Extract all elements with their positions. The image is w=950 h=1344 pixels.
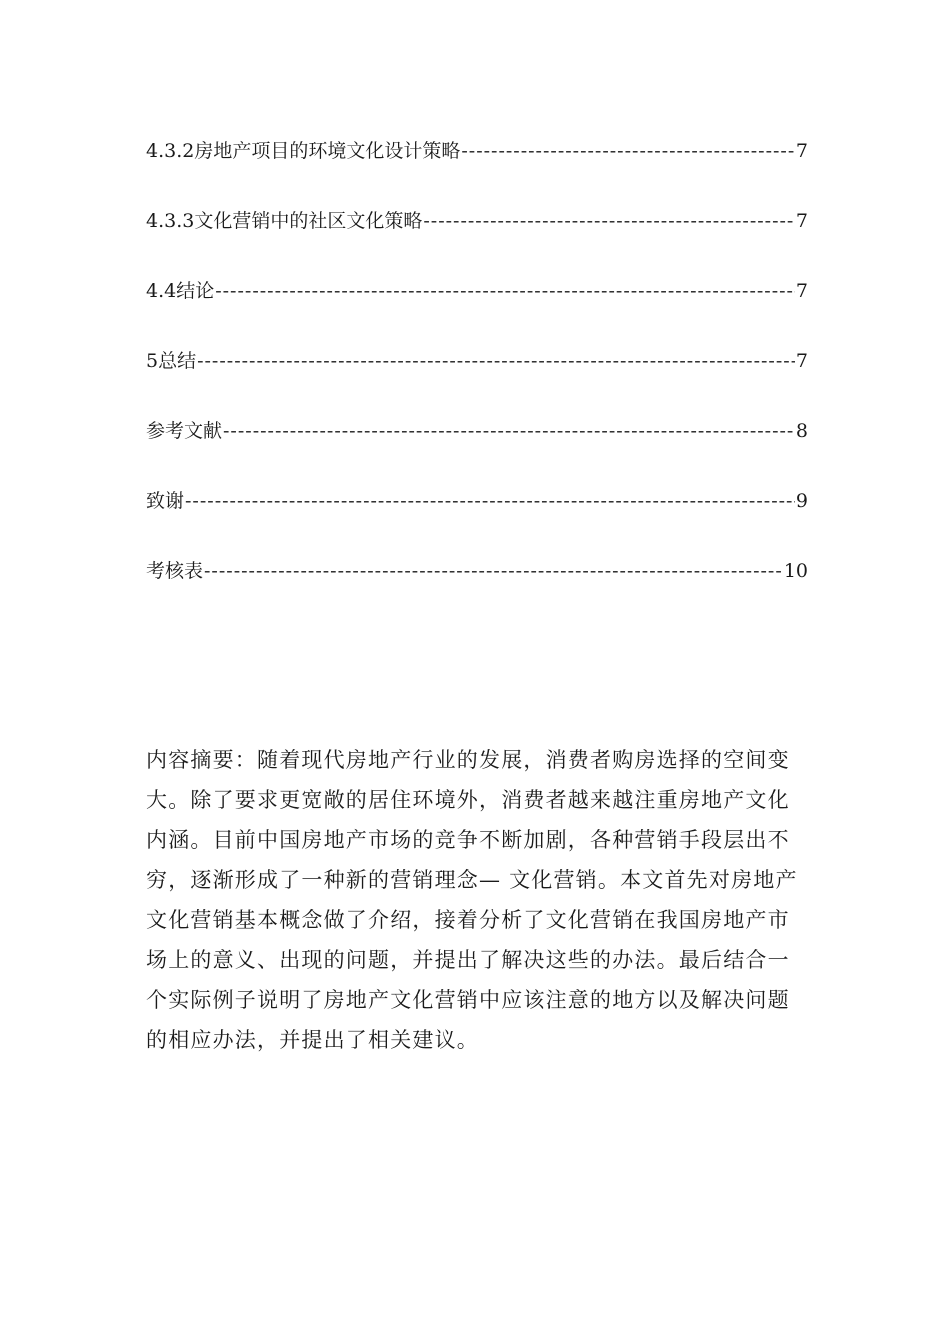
abstract-line: 内容摘要：随着现代房地产行业的发展，消费者购房选择的空间变 xyxy=(146,748,790,772)
toc-entry-title: 考核表 xyxy=(146,560,204,582)
abstract-paragraph xyxy=(146,740,806,1060)
toc-entry xyxy=(146,346,808,416)
abstract-line: 文化营销基本概念做了介绍，接着分析了文化营销在我国房地产市 xyxy=(146,908,790,932)
toc-entry-page: 8 xyxy=(795,420,808,442)
toc-entry-page: 7 xyxy=(795,210,808,232)
toc-leader-dashes xyxy=(197,350,795,372)
toc-entry-page: 9 xyxy=(795,490,808,512)
abstract-line: 穷，逐渐形成了一种新的营销理念— 文化营销。本文首先对房地产 xyxy=(146,868,798,892)
table-of-contents xyxy=(146,136,808,626)
abstract-line: 大。除了要求更宽敞的居住环境外，消费者越来越注重房地产文化 xyxy=(146,788,790,812)
toc-entry-page: 10 xyxy=(783,560,808,582)
toc-entry xyxy=(146,206,808,276)
toc-entry-title: 致谢 xyxy=(146,490,185,512)
toc-leader-dashes xyxy=(223,420,795,442)
toc-entry-title: 4.3.2房地产项目的环境文化设计策略 xyxy=(146,140,461,162)
toc-entry xyxy=(146,556,808,626)
toc-entry-page: 7 xyxy=(795,140,808,162)
toc-entry-title: 参考文献 xyxy=(146,420,223,442)
toc-leader-dashes xyxy=(185,490,795,512)
toc-leader-dashes xyxy=(461,140,795,162)
abstract-line: 的相应办法，并提出了相关建议。 xyxy=(146,1028,479,1052)
toc-entry xyxy=(146,136,808,206)
abstract-line: 场上的意义、出现的问题，并提出了解决这些的办法。最后结合一 xyxy=(146,948,790,972)
toc-entry-title: 4.4结论 xyxy=(146,280,215,302)
abstract-line: 个实际例子说明了房地产文化营销中应该注意的地方以及解决问题 xyxy=(146,988,790,1012)
toc-entry-title: 5总结 xyxy=(146,350,197,372)
toc-entry-title: 4.3.3文化营销中的社区文化策略 xyxy=(146,210,423,232)
abstract-line: 内涵。目前中国房地产市场的竞争不断加剧，各种营销手段层出不 xyxy=(146,828,790,852)
toc-entry-page: 7 xyxy=(795,350,808,372)
toc-entry xyxy=(146,416,808,486)
toc-leader-dashes xyxy=(423,210,795,232)
toc-leader-dashes xyxy=(204,560,783,582)
toc-leader-dashes xyxy=(215,280,795,302)
toc-entry-page: 7 xyxy=(795,280,808,302)
toc-entry xyxy=(146,486,808,556)
toc-entry xyxy=(146,276,808,346)
